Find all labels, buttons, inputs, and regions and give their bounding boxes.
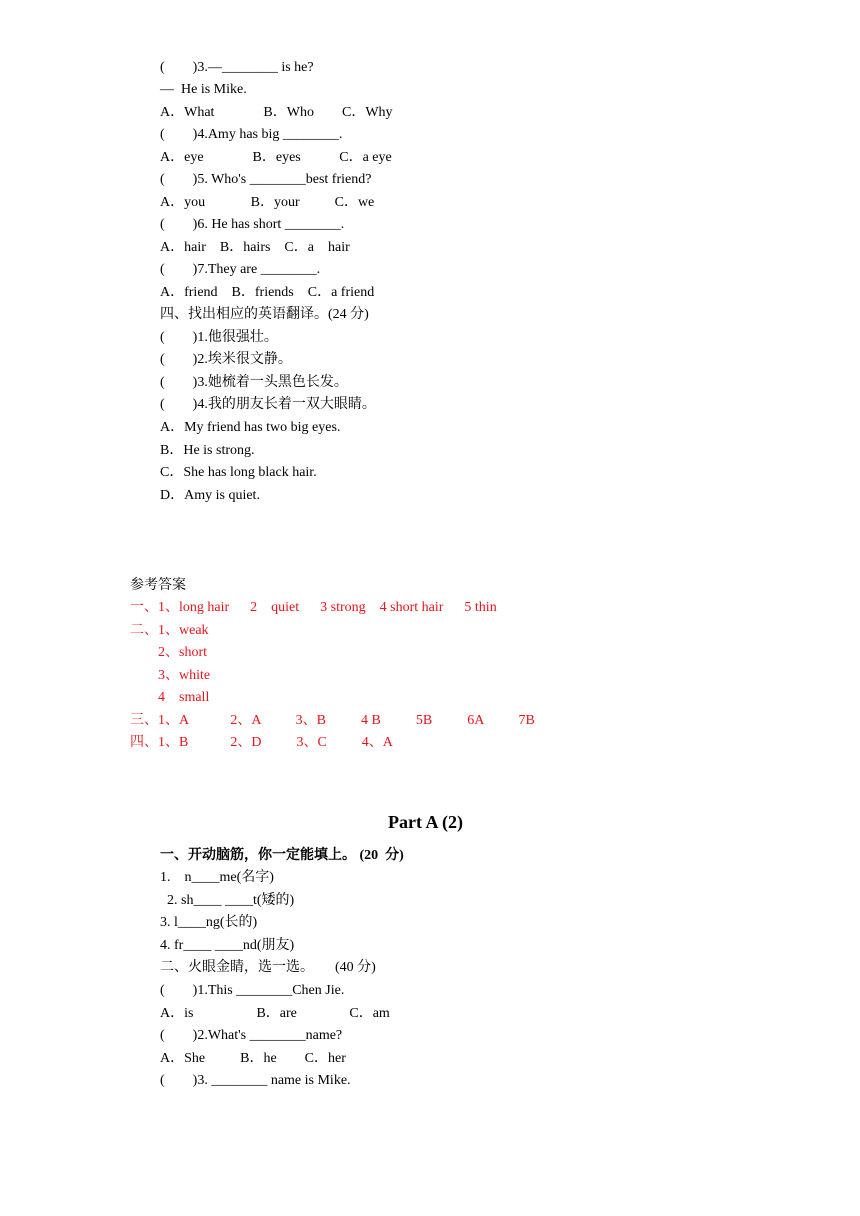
answer-line-6: 三、1、A 2、A 3、B 4 B 5B 6A 7B [130,713,535,728]
translation-item-3: ( )3.她梳着一头黑色长发。 [160,375,348,390]
translation-option-d: D．Amy is quiet. [160,488,260,503]
translation-option-c: C．She has long black hair. [160,465,317,480]
answer-line-2: 二、1、weak [130,623,209,638]
question-6: ( )6. He has short ________. [160,217,345,232]
question-3-dialogue: — He is Mike. [160,82,247,97]
fill-item-4: 4. fr____ ____nd(朋友) [160,938,295,953]
question-5: ( )5. Who's ________best friend? [160,172,372,187]
translation-item-1: ( )1.他很强壮。 [160,330,278,345]
answer-line-7: 四、1、B 2、D 3、C 4、A [130,735,393,750]
question-7: ( )7.They are ________. [160,262,321,277]
translation-item-2: ( )2.埃米很文静。 [160,352,292,367]
section-4-heading: 四、找出相应的英语翻译。(24 分) [160,307,369,322]
part-a2-section2-heading: 二、火眼金睛，选一选。 (40 分) [160,960,376,975]
question-3-options: A．What B．Who C．Why [160,105,393,120]
choice-question-1: ( )1.This ________Chen Jie. [160,983,345,998]
fill-item-2: 2. sh____ ____t(矮的) [160,893,295,908]
choice-question-2: ( )2.What's ________name? [160,1028,343,1043]
question-4: ( )4.Amy has big ________. [160,127,343,142]
answer-line-1: 一、1、long hair 2 quiet 3 strong 4 short hair 5 thin [130,600,497,615]
fill-item-3: 3. l____ng(长的) [160,915,258,930]
answer-line-3: 2、short [130,645,207,660]
answer-key-heading: 参考答案 [130,578,186,593]
translation-option-a: A．My friend has two big eyes. [160,420,341,435]
choice-question-1-options: A．is B．are C．am [160,1006,390,1021]
choice-question-3: ( )3. ________ name is Mike. [160,1073,351,1088]
question-7-options: A．friend B．friends C．a friend [160,285,375,300]
fill-item-1: 1. n____me(名字) [160,870,274,885]
choice-question-2-options: A．She B．he C．her [160,1051,346,1066]
translation-option-b: B．He is strong. [160,443,255,458]
translation-item-4: ( )4.我的朋友长着一双大眼睛。 [160,397,376,412]
question-4-options: A．eye B．eyes C．a eye [160,150,392,165]
answer-line-4: 3、white [130,668,211,683]
question-5-options: A．you B．your C．we [160,195,375,210]
answer-line-5: 4 small [130,690,210,705]
part-a2-title: Part A (2) [388,812,463,832]
question-6-options: A．hair B．hairs C．a hair [160,240,350,255]
question-3: ( )3.—________ is he? [160,60,314,75]
part-a2-section1-heading: 一、开动脑筋，你一定能填上。 (20 分) [160,848,404,863]
